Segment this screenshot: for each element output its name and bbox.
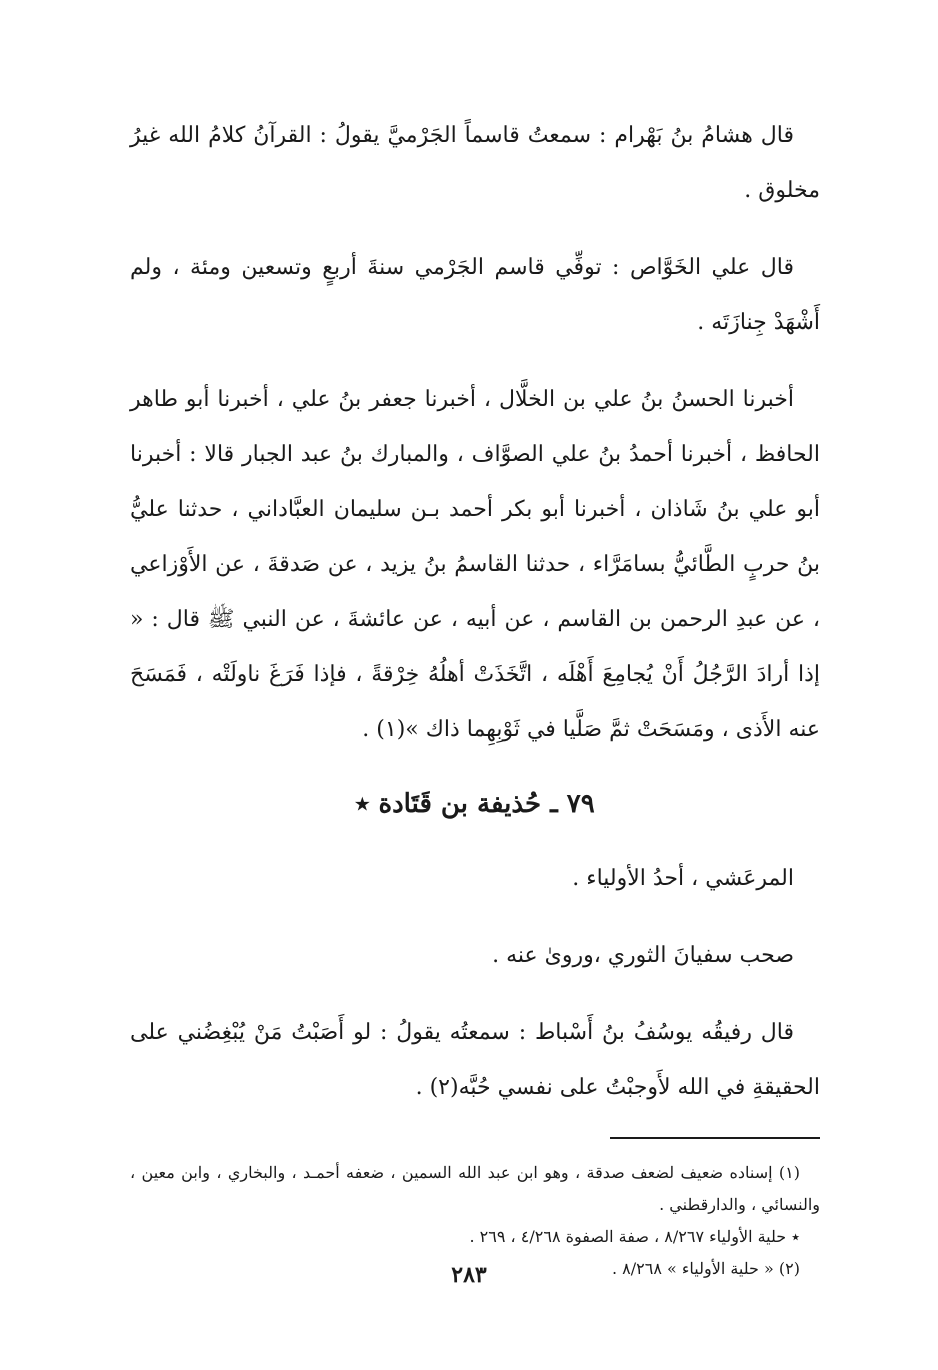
paragraph-khawwas-death: قال علي الخَوَّاص : توفِّي قاسم الجَرْمي سنةَ أربعٍ وتسعين ومئة ، ولم أَشْهَدْ جِنازَتَه . — [130, 255, 820, 335]
paragraph-hadith-isnad: أخبرنا الحسنُ بنُ علي بن الخلَّال ، أخبرنا جعفر بنُ علي ، أخبرنا أبو طاهر الحافظ ، أخبرنا أحمدُ بنُ علي الصوَّاف ، والمبارك بنُ عبد الجبار قالا : أخبرنا أبو علي بنُ شَاذان ، أخبرنا أبو بكر أحمد بـن سليمان العبَّاداني ، حدثنا عليُّ بنُ حربٍ الطَّائيُّ بسامَرَّاء ، حدثنا القاسمُ بنُ يزيد ، عن صَدقةَ ، عن الأَوْزاعي ، عن عبدِ الرحمن بن القاسم ، عن أبيه ، عن عائشةَ ، عن النبي ﷺ قال : « إذا أرادَ الرَّجُلُ أَنْ يُجامِعَ أَهْلَه ، اتَّخَذَتْ أهلُهُ خِرْقةً ، فإذا فَرَغَ ناولَتْه ، فَمَسَحَ عنه الأَذى ، ومَسَحَتْ ثمَّ صَلَّيا في ثَوْبِهِما ذاك »(١) . — [130, 387, 820, 742]
paragraph-yusuf-quote: قال رفيقُه يوسُفُ بنُ أَسْباط : سمعتُه يقولُ : لو أَصَبْتُ مَنْ يُبْغِضُني على الحقيقةِ في الله لأَوجبْتُ على نفسي حُبَّه(٢) . — [130, 1020, 820, 1100]
page-body — [130, 108, 820, 1285]
footnote-1: (١) إسناده ضعيف لضعف صدقة ، وهو ابن عبد الله السمين ، ضعفه أحمـد ، والبخاري ، وابن معين ، والنسائي ، والدارقطني . — [130, 1163, 820, 1214]
footnote-divider — [610, 1137, 820, 1139]
paragraph-marashi: المرعَشي ، أحدُ الأولياء . — [572, 866, 794, 891]
footnote-2: (٢) « حلية الأولياء » ٨/٢٦٨ . — [611, 1259, 800, 1278]
footnote-source: ٭ حلية الأولياء ٨/٢٦٧ ، صفة الصفوة ٤/٢٦٨ ، ٢٦٩ . — [469, 1227, 800, 1246]
section-heading: ٧٩ ـ حُذيفة بن قَتَادة ٭ — [355, 789, 595, 819]
page-number: ٢٨٣ — [451, 1262, 487, 1288]
paragraph-hisham-quote: قال هشامُ بنُ بَهْرام : سمعتُ قاسماً الجَرْميَّ يقولُ : القرآنُ كلامُ الله غيرُ مخلوق . — [130, 123, 820, 203]
paragraph-companion: صحب سفيانَ الثوري ،وروىٰ عنه . — [492, 943, 794, 968]
